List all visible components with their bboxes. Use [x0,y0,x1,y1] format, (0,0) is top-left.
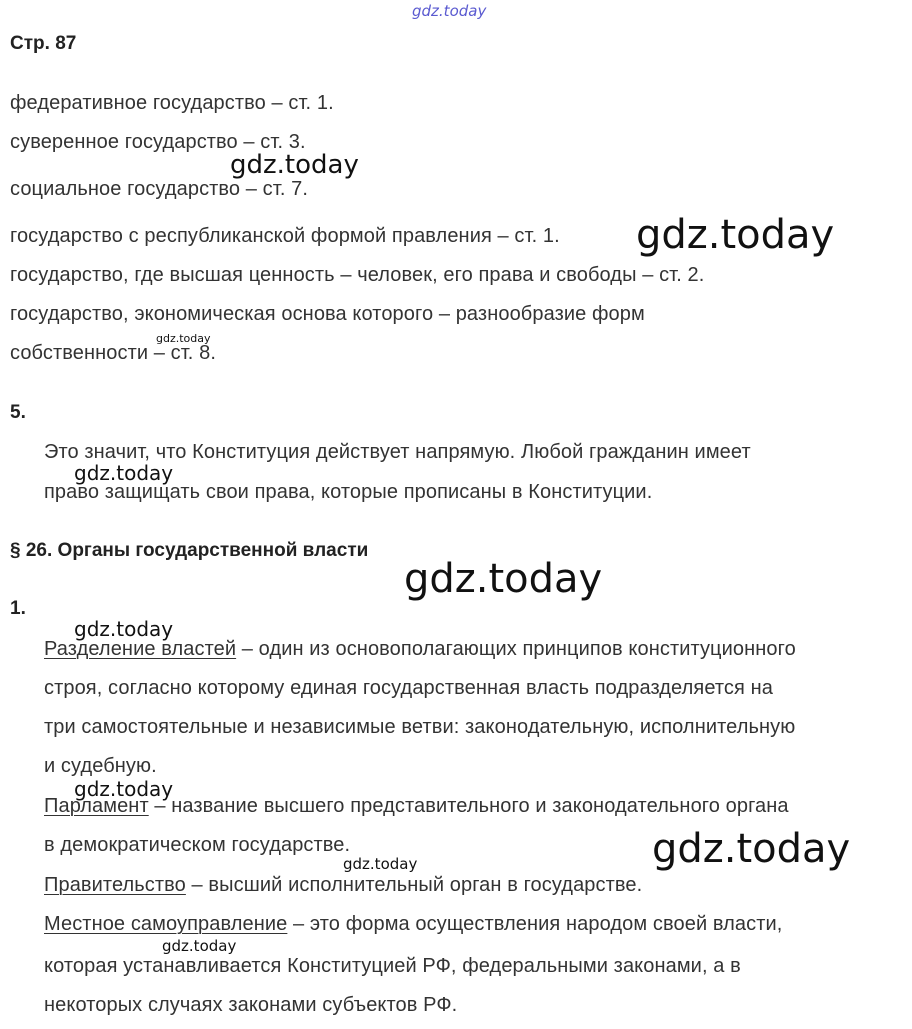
definition-line: некоторых случаях законами субъектов РФ. [44,994,458,1016]
term-local-self-government: Местное самоуправление [44,913,288,935]
task-number: 1. [10,598,26,619]
term-parliament: Парламент [44,795,149,817]
list-item: суверенное государство – ст. 3. [10,131,306,153]
list-item: государство с республиканской формой правления – ст. 1. [10,225,560,247]
definition-line: в демократическом государстве. [44,834,351,856]
watermark-top: gdz.today [412,2,487,20]
definition-line: строя, согласно которому единая государственная власть подразделяется на [44,677,773,699]
term-government: Правительство [44,874,186,896]
definition-line: которая устанавливается Конституцией РФ, федеральными законами, а в [44,955,741,977]
list-item: федеративное государство – ст. 1. [10,92,334,114]
definition-line [44,874,642,897]
watermark: gdz.today [162,937,237,955]
definition-text: – название высшего представительного и законодательного органа [148,795,789,817]
definition-line: и судебную. [44,755,157,777]
list-item: государство, экономическая основа которого – разнообразие форм [10,303,645,325]
list-item: государство, где высшая ценность – человек, его права и свободы – ст. 2. [10,264,705,286]
definition-line [44,913,782,936]
task-number: 5. [10,402,26,423]
watermark: gdz.today [74,617,174,641]
answer-line: Это значит, что Конституция действует напрямую. Любой гражданин имеет [44,441,751,463]
definition-line [44,638,796,661]
watermark: gdz.today [74,461,174,485]
definition-text: – высший исполнительный орган в государстве. [185,874,643,896]
list-item: социальное государство – ст. 7. [10,178,309,200]
watermark: gdz.today [652,826,851,872]
watermark: gdz.today [404,556,603,602]
section-title: § 26. Органы государственной власти [10,540,369,561]
watermark: gdz.today [636,212,835,258]
watermark: gdz.today [230,150,359,180]
watermark: gdz.today [156,332,211,345]
watermark: gdz.today [74,777,174,801]
term-separation-of-powers: Разделение властей [44,638,237,660]
definition-text: – один из основополагающих принципов конституционного [236,638,796,660]
list-item: собственности – ст. 8. [10,342,216,364]
definition-text: – это форма осуществления народом своей власти, [287,913,783,935]
answer-line: право защищать свои права, которые прописаны в Конституции. [44,481,653,503]
watermark: gdz.today [343,855,418,873]
page-heading: Стр. 87 [10,33,77,54]
definition-line: три самостоятельные и независимые ветви: законодательную, исполнительную [44,716,796,738]
